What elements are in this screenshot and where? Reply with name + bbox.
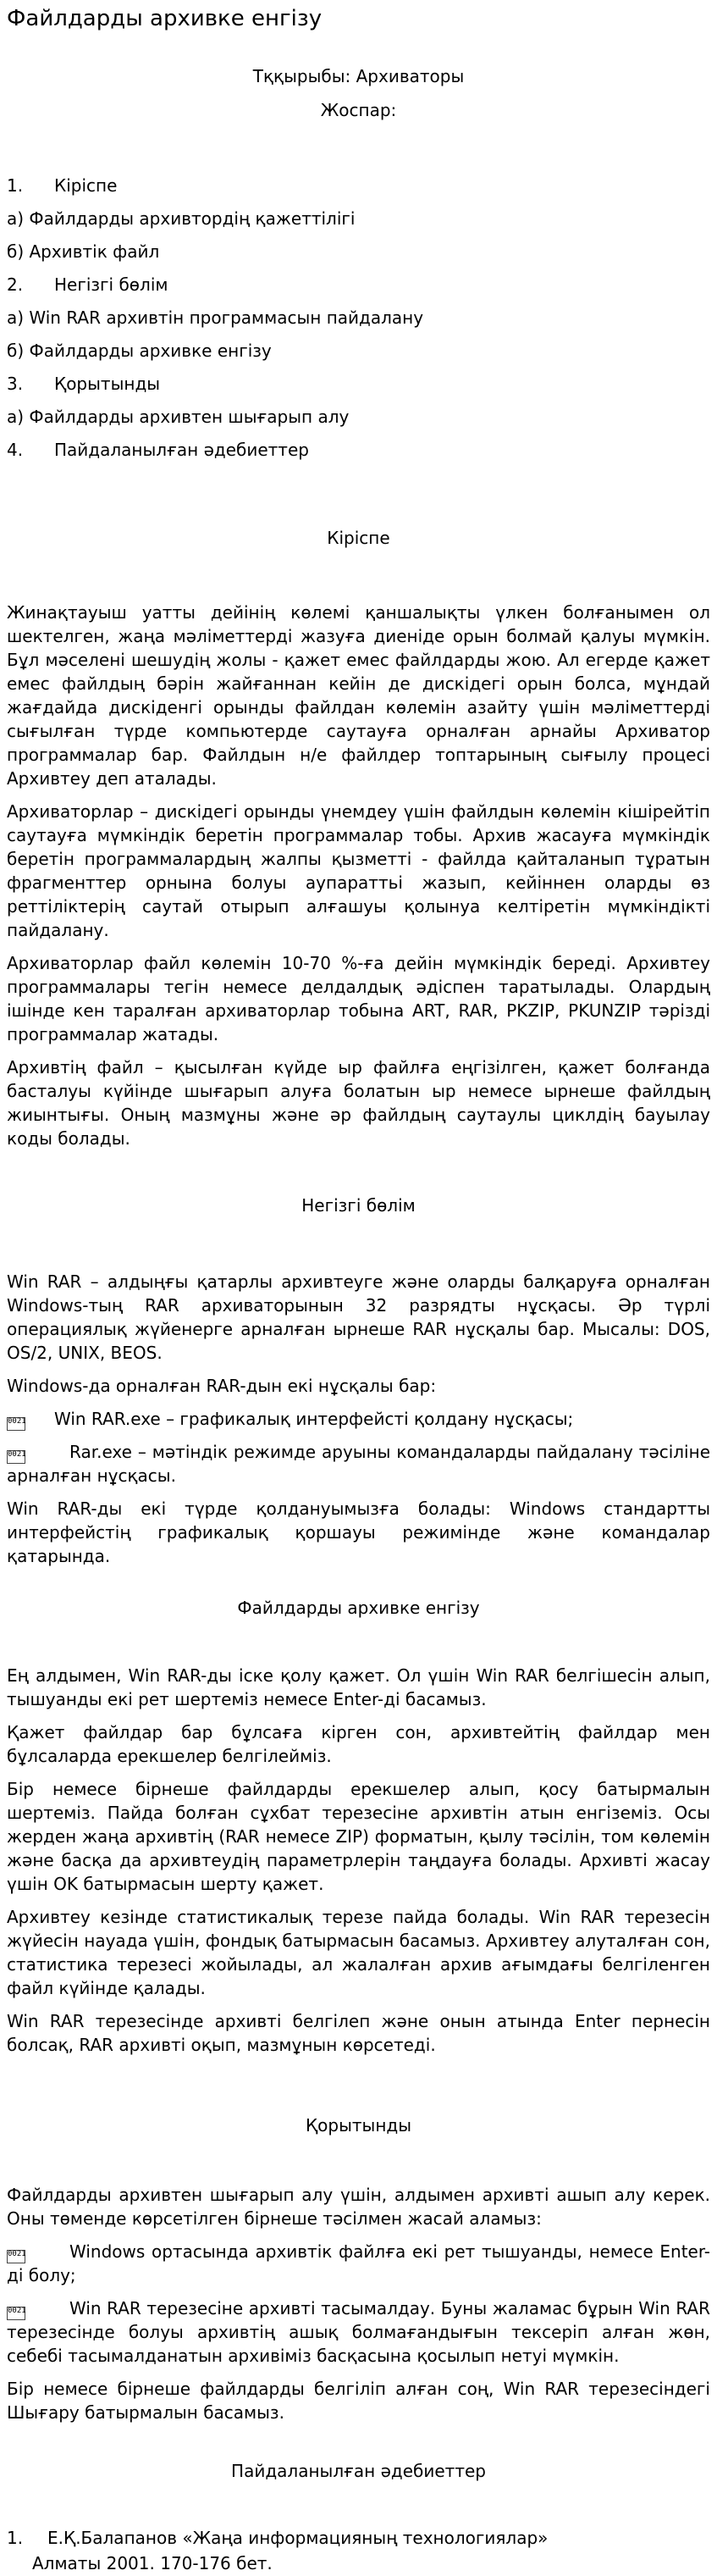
toc-item: 4. Пайдаланылған әдебиеттер [7,440,309,460]
archiving-paragraph: Архивтеу кезінде статистикалық терезе пайда болады. Win RAR терезесін жүйесін науада үшін, фондық батырмасын басамыз. Архивтеу алуталған сон, статистика терезесі жойылады, ал жалалған архив ағымдағы белгіленген файл күйінде қалады. [7,1907,710,1998]
table-of-contents [7,169,710,467]
toc-item: 2. Негізгі бөлім [7,274,168,295]
bullet-item: 0021 Rar.exe – мәтіндік режимде аруыны командаларды пайдалану тәсіліне арналған нұсқасы. [7,1442,710,1486]
bullet-icon: 0021 [7,2250,25,2263]
conclusion-section [7,2183,710,2424]
conclusion-paragraph: Файлдарды архивтен шығарып алу үшін, алдымен архивті ашып алу керек. Оны төменде көрсетілген бірнеше тәсілмен жасай аламыз: [7,2185,710,2229]
reference-detail: Алматы 2001. 170-176 бет. [32,2553,273,2573]
archiving-paragraph: Win RAR терезесінде архивті белгілеп және онын атында Enter пернесін болсақ, RAR архивті оқып, мазмұнын көрсетеді. [7,2011,710,2055]
conclusion-heading: Қорытынды [305,2115,412,2136]
toc-item: 1. Кіріспе [7,175,118,196]
bullet-icon: 0021 [7,1450,25,1464]
main-paragraph: Win RAR – алдыңғы қатарлы архивтеуге және оларды балқаруға орналған Windows-тың RAR архиваторынын 32 разрядты нұсқасы. Әр түрлі операциялық жүйенерге арналған ырнеше RAR нұсқалы бар. Мысалы: DOS, OS/2, UNIX, BEOS. [7,1271,710,1363]
topic-line: Тққырыбы: Архиваторы [252,66,465,86]
main-paragraph: Win RAR-ды екі түрде қолдануымызға болады: Windows стандартты интерфейстің графикалық қоршауы режимінде және командалар қатарында. [7,1499,710,1566]
toc-item: б) Файлдарды архивке енгізу [7,341,272,361]
main-heading: Негізгі бөлім [301,1195,416,1216]
document-body [7,59,710,2576]
bullet-icon: 0021 [7,2307,25,2320]
toc-item: б) Архивтік файл [7,241,160,262]
intro-paragraph: Жинақтауыш уатты дейінің көлемі қаншалықты үлкен болғанымен ол шектелген, жаңа мәліметтерді жазуға диеніде орын болмай қалуы мүмкін. Бұл мәселені шешудің жолы - қажет емес файлдарды жою. Ал егерде қажет емес файлдың бәрін жайғаннан кейін де дискідегі орын болса, мұндай жағдайда дискіденгі орынды файлдан көлемін азайту үшін мәліметтерді сығылған түрде компьютерде саутауға орналған арнайы Архиватор программалар бар. Файлдын н/е файлдер топтарының сығылу процесі Архивтеу деп аталады. [7,602,710,789]
toc-item: а) Файлдарды архивтен шығарып алу [7,407,350,427]
bullet-item: 0021 Win RAR терезесіне архивті тасымалдау. Буны жаламас бұрын Win RAR терезесінде болуы архивтің ашық болмағандығын тексеріп алған жөн, себебі тасымалданатын архивіміз басқасына қосылып нетуі мүмкін. [7,2298,710,2366]
archiving-section [7,1664,710,2057]
archiving-paragraph: Ең алдымен, Win RAR-ды іске қолу қажет. Ол үшін Win RAR белгішесін алып, тышуанды екі рет шертеміз немесе Enter-ді басамыз. [7,1665,710,1709]
intro-section [7,601,710,1150]
main-section [7,1270,710,1568]
bullet-icon: 0021 [7,1417,25,1431]
intro-paragraph: Архиваторлар файл көлемін 10-70 %-ға дейін мүмкіндік береді. Архивтеу программалары тегін немесе делдалдық әдіспен таратылады. Олардың ішінде кен таралған архиваторлар тобына ART, RAR, PKZIP, PKUNZIP тәрізді программалар жатады. [7,953,710,1044]
references-heading: Пайдаланылған әдебиеттер [231,2461,486,2481]
intro-heading: Кіріспе [327,528,390,548]
bullet-item: 0021 Windows ортасында архивтік файлға екі рет тышуанды, немесе Enter-ді болу; [7,2241,710,2285]
references-section [7,2525,710,2576]
plan-label: Жоспар: [320,100,397,120]
main-paragraph: Windows-да орналған RAR-дын екі нұсқалы бар: [7,1376,437,1396]
toc-item: а) Файлдарды архивтордің қажеттілігі [7,208,356,229]
bullet-item: 0021 Win RAR.exe – графикалық интерфейсті қолдану нұсқасы; [8,1409,574,1429]
archiving-heading: Файлдарды архивке енгізу [237,1598,480,1618]
reference-item: 1. Е.Қ.Балапанов «Жаңа информацияның технологиялар» [7,2528,549,2548]
conclusion-paragraph: Бір немесе бірнеше файлдарды белгіліп алған соң, Win RAR терезесіндегі Шығару батырмалын басамыз. [7,2379,710,2423]
page-title: Файлдарды архивке енгізу [7,6,323,31]
toc-item: а) Win RAR архивтін программасын пайдалану [7,307,424,328]
toc-item: 3. Қорытынды [7,374,161,394]
archiving-paragraph: Қажет файлдар бар бұлсаға кірген сон, архивтейтің файлдар мен бұлсаларда ерекшелер белгілейміз. [7,1722,710,1766]
intro-paragraph: Архивтің файл – қысылған күйде ыр файлға еңгізілген, қажет болғанда басталуы күйінде шығарып алуға болатын ыр немесе ырнеше файлдың жиынтығы. Оның мазмұны және әр файлдың саутаулы циклдің бауылау коды болады. [7,1057,710,1149]
archiving-paragraph: Бір немесе бірнеше файлдарды ерекшелер алып, қосу батырмалын шертеміз. Пайда болған сұхбат терезесіне архивтін атын енгіземіз. Осы жерден жаңа архивтің (RAR немесе ZIP) форматын, қылу тәсілін, том көлемін және басқа да архивтеудің параметрлерін таңдауға болады. Архивті жасау үшін OK батырмасын шерту қажет. [7,1779,710,1894]
intro-paragraph: Архиваторлар – дискідегі орынды үнемдеу үшін файлдын көлемін кішірейтіп саутауға мүмкіндік беретін программалар тобы. Архив жасауға мүмкіндік беретін программалардың жалпы қызметті - файлда қайталанып тұратын фрагменттер орнына болуы аупараттьі жазып, кейіннен оларды өз реттіліктерің саутай отырып алғашуы қолынуа келтіретін мүмкіндікті пайдалану. [7,801,710,940]
